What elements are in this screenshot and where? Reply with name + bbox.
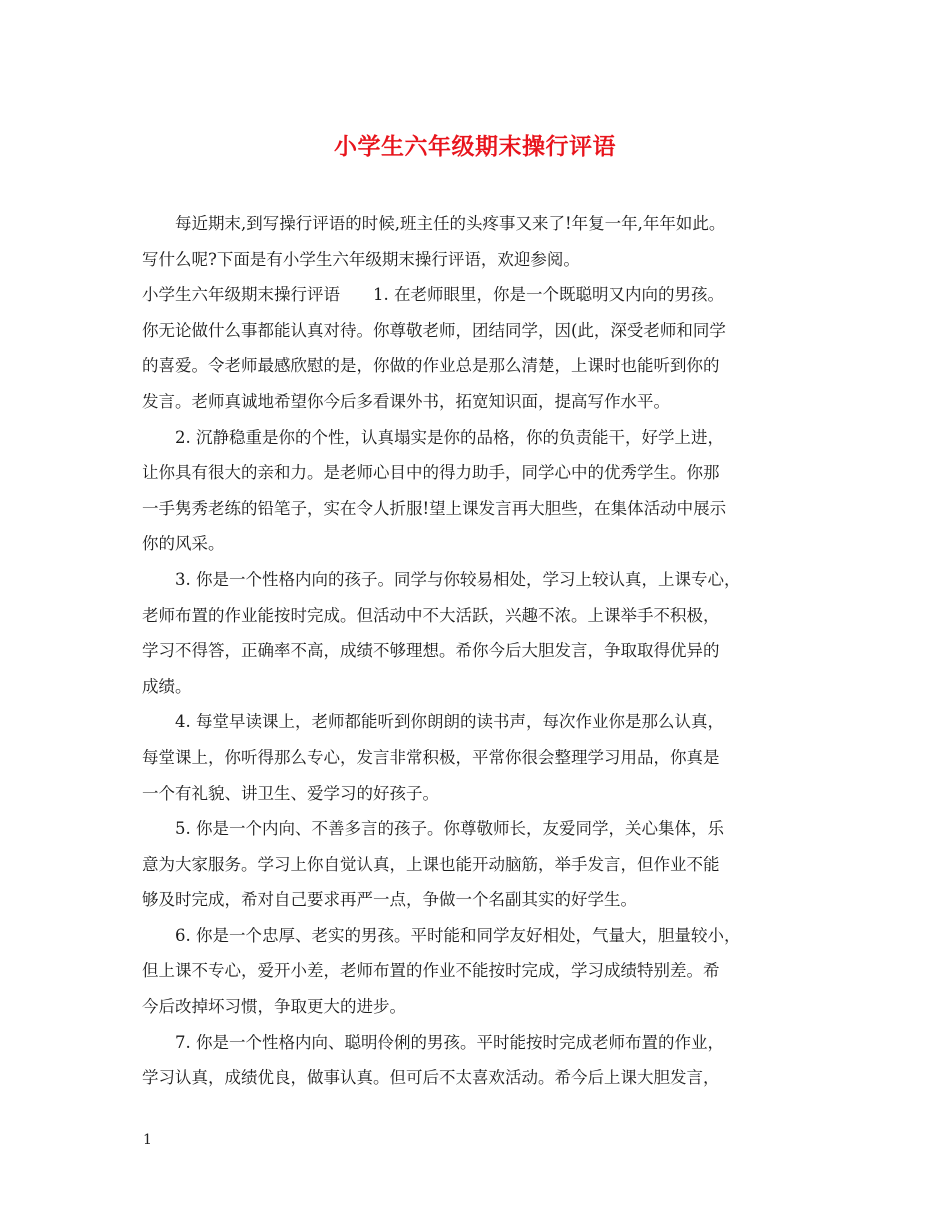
text-line: 成绩。 — [142, 676, 192, 696]
text-line: 意为大家服务。学习上你自觉认真，上课也能开动脑筋，举手发言，但作业不能 — [142, 854, 720, 874]
text-line: 7. 你是一个性格内向、聪明伶俐的男孩。平时能按时完成老师布置的作业， — [175, 1032, 724, 1052]
text-line: 让你具有很大的亲和力。是老师心目中的得力助手，同学心中的优秀学生。你那 — [142, 463, 720, 483]
text-line: 学习认真，成绩优良，做事认真。但可后不太喜欢活动。希今后上课大胆发言， — [142, 1068, 720, 1088]
text-line: 今后改掉坏习惯，争取更大的进步。 — [142, 997, 406, 1017]
document-body — [142, 206, 810, 1096]
text-line: 发言。老师真诚地希望你今后多看课外书，拓宽知识面，提高写作水平。 — [142, 391, 670, 411]
page-number: 1 — [143, 1132, 152, 1148]
text-line: 够及时完成，希对自己要求再严一点，争做一个名副其实的好学生。 — [142, 890, 637, 910]
text-line: 学习不得答，正确率不高，成绩不够理想。希你今后大胆发言，争取取得优异的 — [142, 641, 720, 661]
text-line: 4. 每堂早读课上，老师都能听到你朗朗的读书声，每次作业你是那么认真， — [175, 712, 724, 732]
text-line: 老师布置的作业能按时完成。但活动中不大活跃，兴趣不浓。上课举手不积极， — [142, 605, 720, 625]
text-line: 2. 沉静稳重是你的个性，认真塌实是你的品格，你的负责能干，好学上进， — [175, 427, 724, 447]
document-title: 小学生六年级期末操行评语 — [334, 133, 616, 160]
text-line: 一手隽秀老练的铅笔子，实在令人折服!望上课发言再大胆些，在集体活动中展示 — [142, 498, 727, 518]
text-line: 每近期末,到写操行评语的时候,班主任的头疼事又来了!年复一年,年年如此。 — [175, 214, 726, 233]
text-line: 3. 你是一个性格内向的孩子。同学与你较易相处，学习上较认真，上课专心， — [175, 569, 741, 589]
text-line: 但上课不专心，爱开小差，老师布置的作业不能按时完成，学习成绩特别差。希 — [142, 961, 720, 981]
text-line: 你无论做什么事都能认真对待。你尊敬老师，团结同学，因(此，深受老师和同学 — [142, 320, 726, 340]
text-line: 写什么呢?下面是有小学生六年级期末操行评语，欢迎参阅。 — [142, 249, 580, 269]
text-line: 5. 你是一个内向、不善多言的孩子。你尊敬师长，友爱同学，关心集体，乐 — [175, 819, 724, 839]
text-line: 小学生六年级期末操行评语 1. 在老师眼里，你是一个既聪明又内向的男孩。 — [142, 285, 724, 305]
text-line: 每堂课上，你听得那么专心，发言非常积极，平常你很会整理学习用品，你真是 — [142, 747, 720, 767]
text-line: 6. 你是一个忠厚、老实的男孩。平时能和同学友好相处，气量大，胆量较小， — [175, 925, 741, 945]
text-line: 你的风采。 — [142, 534, 225, 554]
text-line: 的喜爱。令老师最感欣慰的是，你做的作业总是那么清楚，上课时也能听到你的 — [142, 356, 720, 376]
text-line: 一个有礼貌、讲卫生、爱学习的好孩子。 — [142, 783, 439, 803]
